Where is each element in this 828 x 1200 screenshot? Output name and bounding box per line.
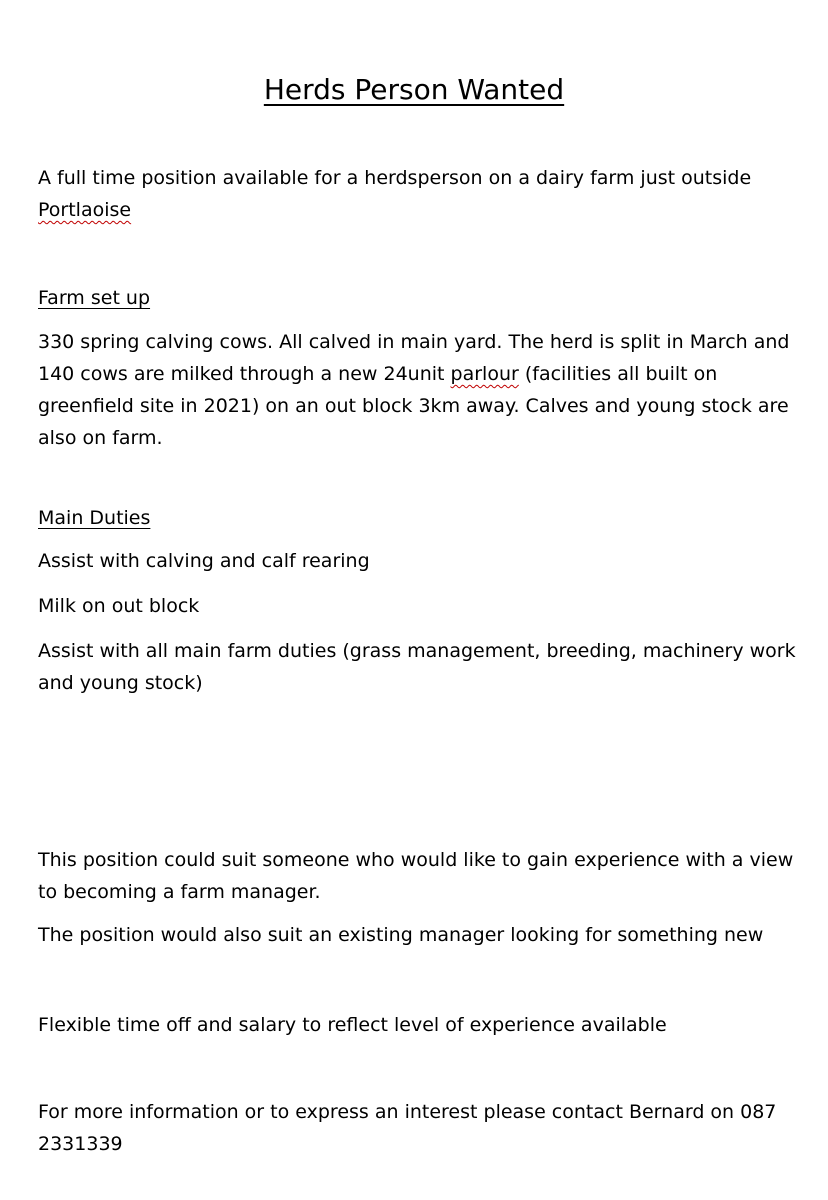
farm-setup-heading: Farm set up — [38, 287, 151, 309]
document-title: Herds Person Wanted — [263, 73, 565, 106]
benefits-paragraph: Flexible time off and salary to reflect level of experience available — [38, 1014, 667, 1036]
intro-text: A full time position available for a herdsperson on a dairy farm just outside — [38, 167, 752, 189]
duty-item: Assist with calving and calf rearing — [38, 550, 370, 572]
suitability-paragraph: This position could suit someone who would like to gain experience with a view to becoming a farm manager. — [38, 849, 794, 903]
farm-setup-text-after: (facilities all built on greenfield site in 2021) on an out block 3km away. Calves and young stock are also on farm. — [38, 363, 789, 449]
suitability-paragraph: The position would also suit an existing manager looking for something new — [38, 924, 764, 946]
duty-item: Assist with all main farm duties (grass management, breeding, machinery work and young stock) — [38, 640, 796, 694]
spellcheck-word-portlaoise[interactable]: Portlaoise — [38, 199, 132, 221]
farm-setup-text-before: 330 spring calving cows. All calved in main yard. The herd is split in March and 140 cows are milked through a new 24unit — [38, 331, 790, 385]
spellcheck-word-parlour[interactable]: parlour — [450, 363, 519, 385]
main-duties-heading: Main Duties — [38, 507, 151, 529]
farm-setup-paragraph — [38, 326, 808, 454]
contact-paragraph: For more information or to express an interest please contact Bernard on 087 2331339 — [38, 1101, 777, 1155]
intro-paragraph — [38, 162, 808, 226]
duty-item: Milk on out block — [38, 595, 200, 617]
